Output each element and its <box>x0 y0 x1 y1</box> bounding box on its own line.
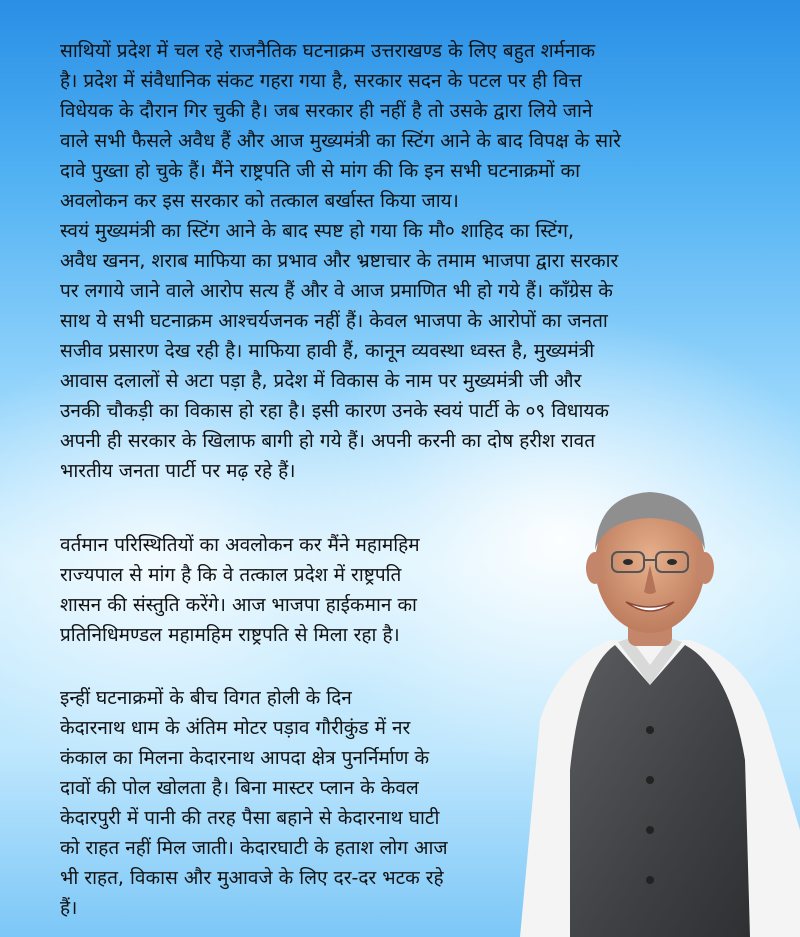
article-paragraph-1: साथियों प्रदेश में चल रहे राजनैतिक घटनाक्रम उत्तराखण्ड के लिए बहुत शर्मनाक है। प्रदेश में संवैधानिक संकट गहरा गया है, सरकार सदन के पटल पर ही वित्त विधेयक के दौरान गिर चुकी है। जब सरकार ही नहीं है तो उसके द्वारा लिये जाने वाले सभी फैसले अवैध हैं और आज मुख्यमंत्री का स्टिंग आने के बाद विपक्ष के सारे दावे पुख्ता हो चुके हैं। मैंने राष्ट्रपति जी से मांग की कि इन सभी घटनाक्रमों का अवलोकन कर इस सरकार को तत्काल बर्खास्त किया जाय। स्वयं मुख्यमंत्री का स्टिंग आने के बाद स्पष्ट हो गया कि मौ० शाहिद का स्टिंग, अवैध खनन, शराब माफिया का प्रभाव और भ्रष्टाचार के तमाम भाजपा द्वारा सरकार पर लगाये जाने वाले आरोप सत्य हैं और वे आज प्रमाणित भी हो गये हैं। कॉंग्रेस के साथ ये सभी घटनाक्रम आश्चर्यजनक नहीं हैं। केवल भाजपा के आरोपों का जनता सजीव प्रसारण देख रही है। माफिया हावी हैं, कानून व्यवस्था ध्वस्त है, मुख्यमंत्री आवास दलालों से अटा पड़ा है, प्रदेश में विकास के नाम पर मुख्यमंत्री जी और उनकी चौकड़ी का विकास हो रहा है। इसी कारण उनके स्वयं पार्टी के ०९ विधायक अपनी ही सरकार के खिलाफ बागी हो गये हैं। अपनी करनी का दोष हरीश रावत भारतीय जनता पार्टी पर मढ़ रहे हैं। <box>60 40 621 482</box>
article-paragraph-2: वर्तमान परिस्थितियों का अवलोकन कर मैंने महामहिम राज्यपाल से मांग है कि वे तत्काल प्रदेश में राष्ट्रपति शासन की संस्तुति करेंगे। आज भाजपा हाईकमान का प्रतिनिधिमण्डल महामहिम राष्ट्रपति से मिला रहा है। <box>60 534 420 646</box>
portrait-illustration <box>500 470 800 937</box>
article-paragraph-3: इन्हीं घटनाक्रमों के बीच विगत होली के दिन केदारनाथ धाम के अंतिम मोटर पड़ाव गौरीकुंड में नर कंकाल का मिलना केदारनाथ आपदा क्षेत्र पुनर्निर्माण के दावों की पोल खोलता है। बिना मास्टर प्लान के केवल केदारपुरी में पानी की तरह पैसा बहाने से केदारनाथ घाटी को राहत नहीं मिल जाती। केदारघाटी के हताश लोग आज भी राहत, विकास और मुआवजे के लिए दर-दर भटक रहे हैं। <box>60 687 448 919</box>
portrait-photo <box>500 470 800 937</box>
